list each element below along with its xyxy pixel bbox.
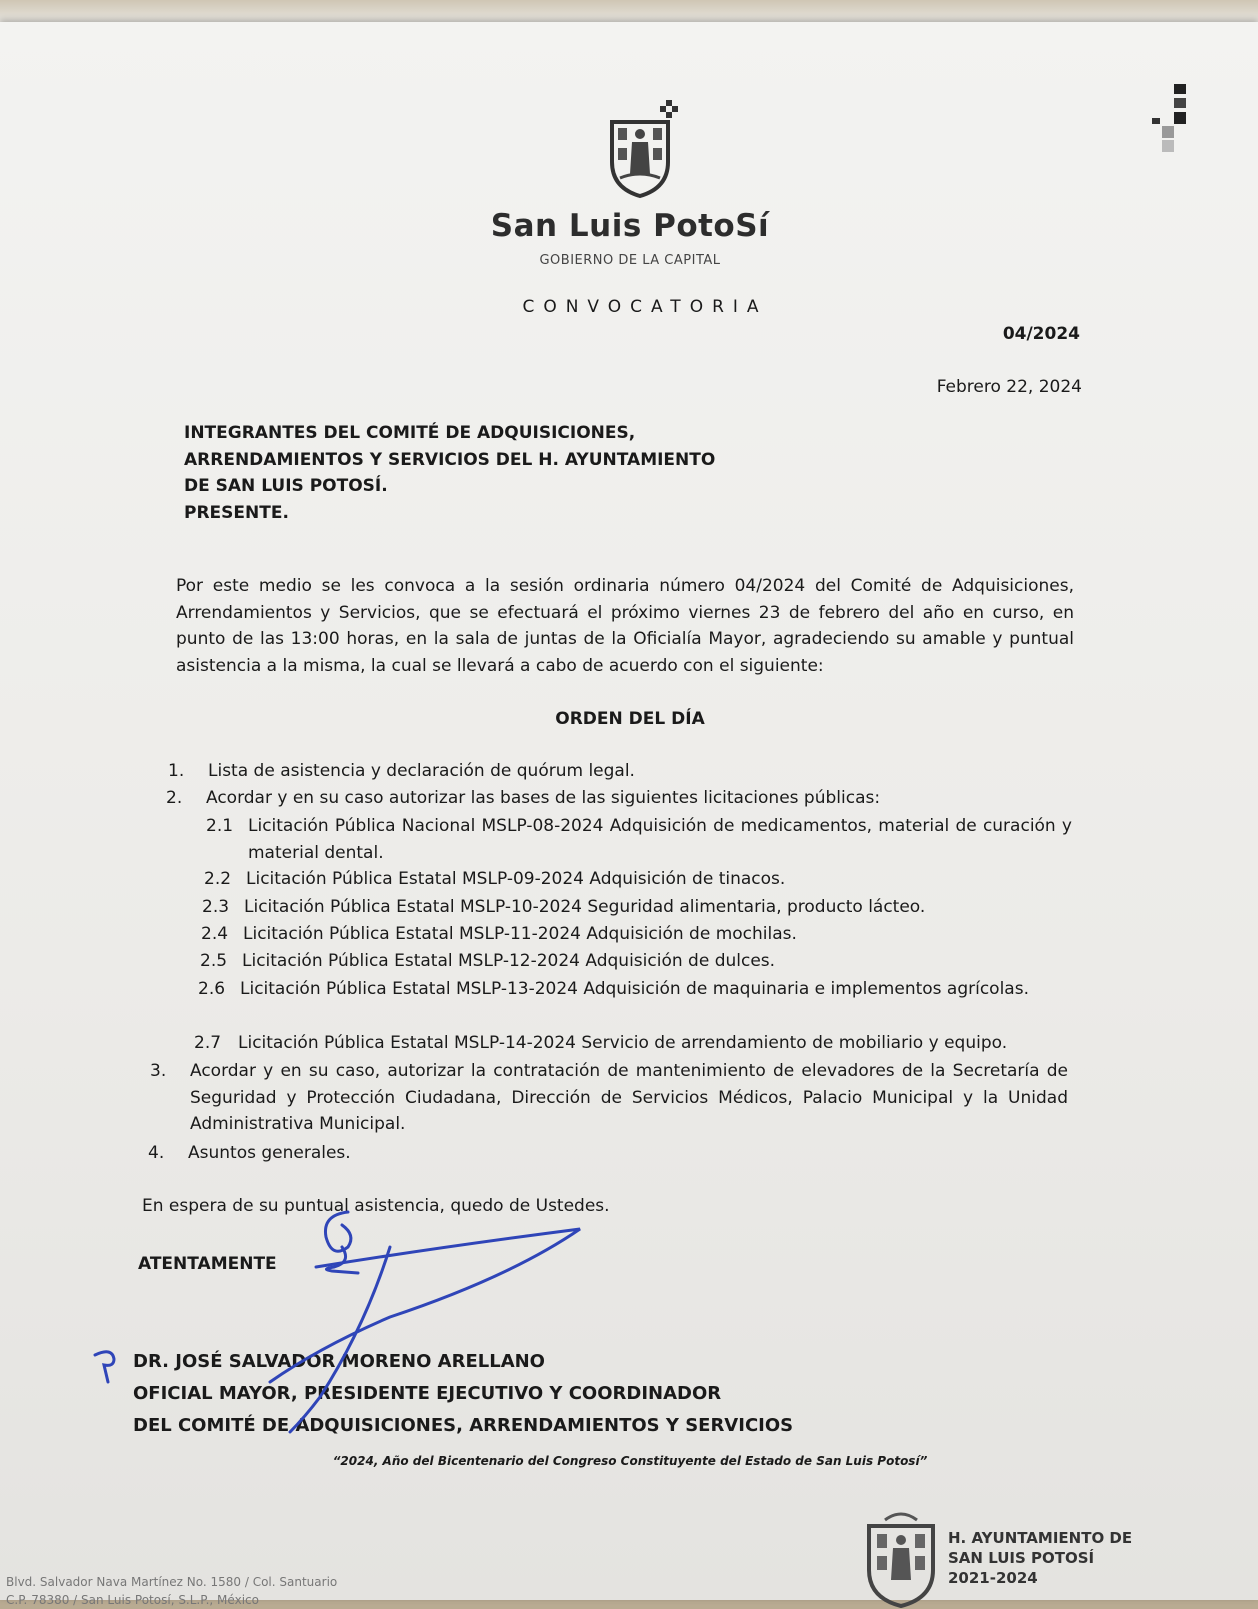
agenda-item-number: 1.: [168, 761, 185, 781]
agenda-item-number: 2.3: [202, 897, 230, 917]
recipient-line: ARRENDAMIENTOS Y SERVICIOS DEL H. AYUNTAMIENTO: [184, 449, 716, 470]
agenda-item-number: 2.: [166, 788, 183, 808]
agenda-item-number: 3.: [150, 1061, 167, 1081]
paper-top-edge: [0, 0, 1258, 22]
org-line: H. AYUNTAMIENTO DE: [948, 1529, 1133, 1547]
agenda-item-text: Licitación Pública Estatal MSLP-09-2024 Adquisición de tinacos.: [246, 869, 786, 889]
agenda-item-text: Acordar y en su caso autorizar las bases de las siguientes licitaciones públicas:: [206, 788, 881, 808]
agenda-item-text: Acordar y en su caso, autorizar la contratación de mantenimiento de elevadores de la Secretaría de Seguridad y Protección Ciudadana, Dirección de Servicios Médicos, Palacio Municipal y la Unidad Administrativa Municipal.: [190, 1061, 1068, 1134]
address-line: C.P. 78380 / San Luis Potosí, S.L.P., México: [6, 1593, 259, 1607]
agenda-title: ORDEN DEL DÍA: [555, 709, 705, 729]
footer-organization: [948, 1528, 1132, 1588]
document-heading: CONVOCATORIA: [522, 297, 768, 317]
agenda-item-number: 2.5: [200, 951, 228, 971]
footer-address: [6, 1573, 337, 1609]
agenda-item-number: 2.7: [194, 1033, 222, 1053]
salutation: ATENTAMENTE: [138, 1254, 277, 1274]
agenda-item-text: Licitación Pública Estatal MSLP-13-2024 Adquisición de maquinaria e implementos agrícolas.: [240, 979, 1029, 999]
agenda-item-text: Asuntos generales.: [188, 1143, 351, 1163]
org-line: 2021-2024: [948, 1569, 1038, 1587]
agenda-item-text: Licitación Pública Estatal MSLP-14-2024 Servicio de arrendamiento de mobiliario y equipo.: [238, 1033, 1008, 1053]
recipient-line: PRESENTE.: [184, 502, 289, 523]
document-date: Febrero 22, 2024: [936, 377, 1082, 397]
footer-crest-icon: [865, 1508, 937, 1608]
brand-name: San Luis PotoSí: [490, 208, 770, 244]
footer-motto: “2024, Año del Bicentenario del Congreso Constituyente del Estado de San Luis Potosí”: [332, 1454, 928, 1468]
document-number: 04/2024: [1002, 324, 1080, 344]
agenda-item-text: Licitación Pública Estatal MSLP-11-2024 Adquisición de mochilas.: [243, 924, 797, 944]
agenda-item-number: 2.4: [201, 924, 229, 944]
agenda-item-number: 4.: [148, 1143, 165, 1163]
agenda-item-number: 2.6: [198, 979, 226, 999]
city-crest-icon: [606, 100, 680, 200]
document-page: [0, 22, 1258, 1607]
recipient-block: [184, 420, 884, 526]
agenda-item-number: 2.1: [206, 816, 234, 836]
checker-mark-icon: [1148, 84, 1198, 154]
agenda-item-text: Lista de asistencia y declaración de quórum legal.: [208, 761, 635, 781]
brand-subtitle: GOBIERNO DE LA CAPITAL: [539, 253, 721, 268]
agenda-item-number: 2.2: [204, 869, 232, 889]
agenda-item-text: Licitación Pública Estatal MSLP-12-2024 Adquisición de dulces.: [242, 951, 776, 971]
agenda-item-text: Licitación Pública Nacional MSLP-08-2024 Adquisición de medicamentos, material de curación y material dental.: [248, 816, 1072, 863]
address-line: Blvd. Salvador Nava Martínez No. 1580 / Col. Santuario: [6, 1575, 338, 1589]
org-line: SAN LUIS POTOSÍ: [948, 1549, 1095, 1567]
signatory-title: OFICIAL MAYOR, PRESIDENTE EJECUTIVO Y COORDINADOR: [133, 1383, 722, 1404]
signatory-name: DR. JOSÉ SALVADOR MORENO ARELLANO: [133, 1351, 545, 1372]
agenda-item-text: Licitación Pública Estatal MSLP-10-2024 Seguridad alimentaria, producto lácteo.: [244, 897, 926, 917]
signatory-title: DEL COMITÉ DE ADQUISICIONES, ARRENDAMIENTOS Y SERVICIOS: [133, 1415, 794, 1436]
recipient-line: DE SAN LUIS POTOSÍ.: [184, 476, 388, 496]
closing-text: En espera de su puntual asistencia, quedo de Ustedes.: [142, 1196, 610, 1216]
body-paragraph: Por este medio se les convoca a la sesión ordinaria número 04/2024 del Comité de Adquisiciones, Arrendamientos y Servicios, que se efectuará el próximo viernes 23 de febrero del año en curso, en punto de las 13:00 horas, en la sala de juntas de la Oficialía Mayor, agradeciendo su amable y puntual asistencia a la misma, la cual se llevará a cabo de acuerdo con el siguiente:: [176, 576, 1074, 676]
handwritten-signature: [90, 1207, 610, 1437]
recipient-line: INTEGRANTES DEL COMITÉ DE ADQUISICIONES,: [184, 423, 636, 443]
